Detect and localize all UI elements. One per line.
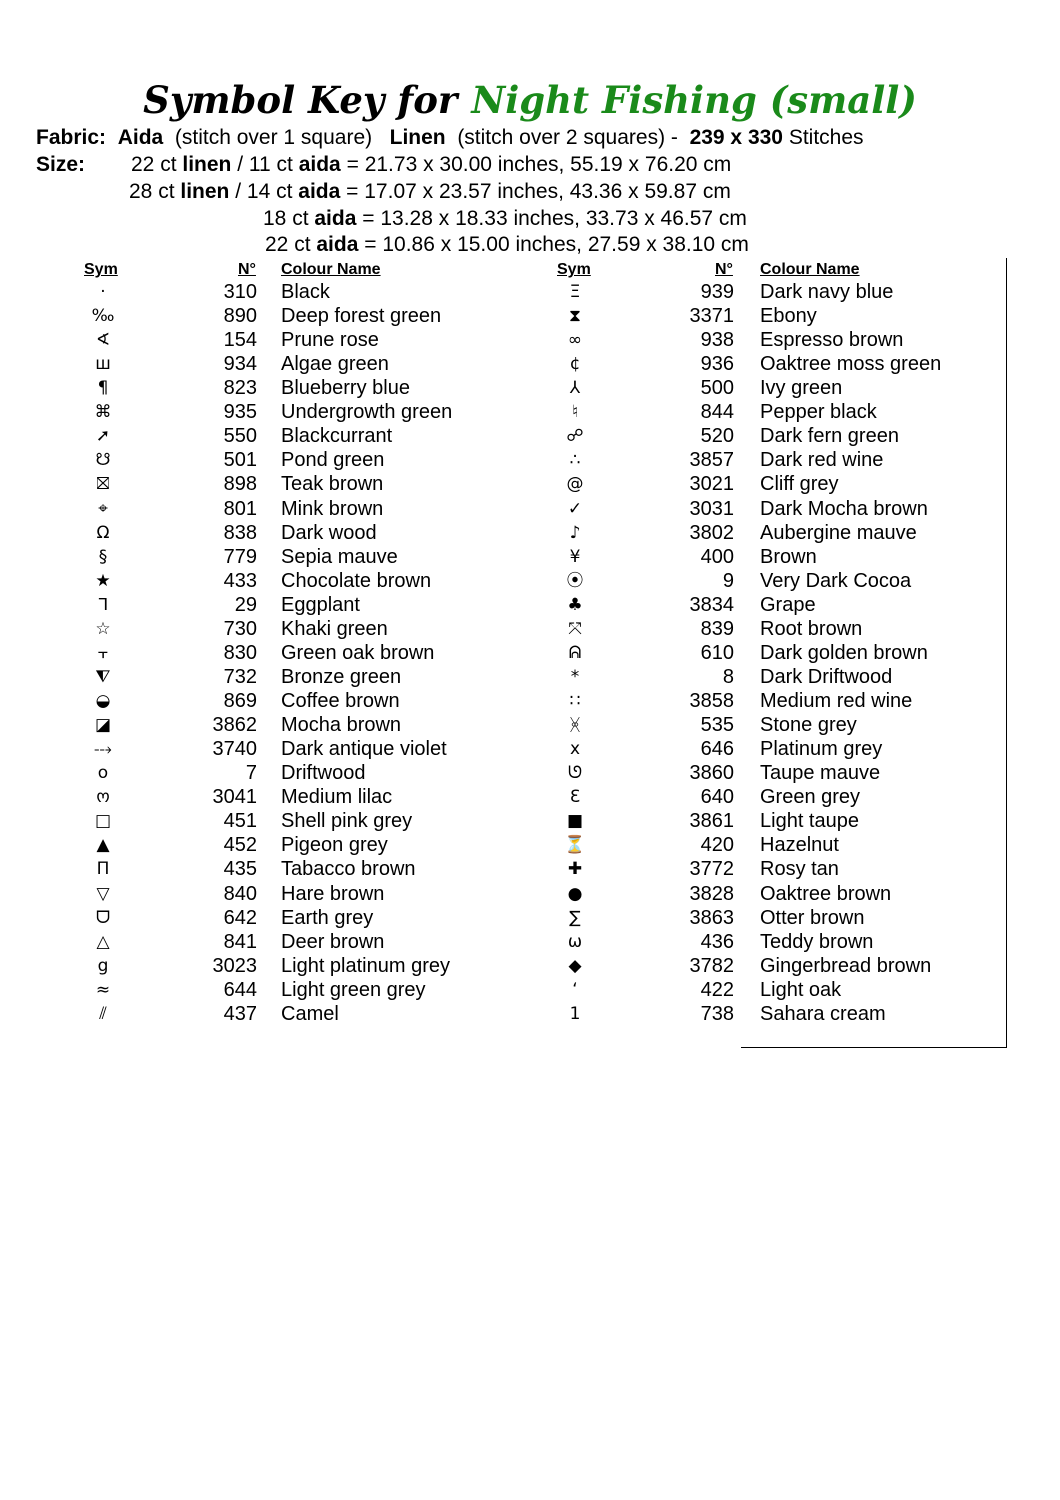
colour-row <box>0 689 1060 713</box>
colour-name: Hazelnut <box>760 834 839 857</box>
floss-number: 451 <box>223 810 257 833</box>
symbol-icon: ☍ <box>566 426 584 447</box>
symbol-icon: ★ <box>95 570 111 591</box>
colour-row <box>0 617 1060 641</box>
floss-number: 939 <box>700 281 734 303</box>
symbol-icon: g <box>97 955 109 976</box>
colour-row <box>0 280 1060 304</box>
floss-number: 3740 <box>212 738 257 761</box>
colour-row <box>0 545 1060 569</box>
colour-row <box>0 569 1060 593</box>
colour-name: Dark Driftwood <box>760 665 893 688</box>
symbol-icon: ⤧ <box>568 618 582 639</box>
colour-name: Aubergine mauve <box>760 521 917 544</box>
symbol-icon: ∷ <box>569 691 581 712</box>
floss-number: 646 <box>700 738 734 761</box>
symbol-icon: · <box>100 282 106 302</box>
right-header-sym: Sym <box>557 261 591 278</box>
colour-name: Deep forest green <box>281 305 442 328</box>
size-2-count: 28 ct <box>129 180 175 203</box>
symbol-icon: П <box>96 859 110 880</box>
size-3-count: 18 ct <box>263 207 309 230</box>
fabric-label: Fabric: <box>36 126 107 149</box>
floss-number: 823 <box>223 377 257 400</box>
colour-row <box>0 713 1060 737</box>
symbol-icon: ¢ <box>569 354 581 375</box>
floss-number: 779 <box>223 545 257 568</box>
colour-name: Espresso brown <box>760 329 904 352</box>
symbol-icon: ∢ <box>95 330 111 351</box>
size-4-aida: aida <box>316 233 359 256</box>
colour-name: Algae green <box>281 353 389 376</box>
colour-name: Undergrowth green <box>281 401 453 424</box>
colour-name: Light green grey <box>281 978 426 1001</box>
colour-row <box>0 665 1060 689</box>
floss-number: 935 <box>223 401 257 424</box>
floss-number: 3371 <box>689 305 734 328</box>
floss-number: 420 <box>700 834 734 857</box>
floss-number: 610 <box>700 641 734 664</box>
floss-number: 730 <box>223 617 257 640</box>
colour-name: Mocha brown <box>281 714 402 737</box>
symbol-icon: Ɛ <box>569 787 581 808</box>
symbol-icon: ∑ <box>569 907 581 928</box>
floss-number: 3862 <box>212 714 257 737</box>
right-header-num: N° <box>715 261 733 278</box>
floss-number: 7 <box>245 762 257 785</box>
colour-row <box>0 1002 1060 1026</box>
size-1-linen: linen <box>182 153 232 176</box>
left-header-name: Colour Name <box>281 261 381 278</box>
colour-row <box>0 424 1060 448</box>
symbol-icon: ⛝ <box>96 474 110 495</box>
colour-name: Earth grey <box>281 906 374 929</box>
size-1-aida: aida <box>298 153 341 176</box>
colour-name: Medium red wine <box>760 690 913 713</box>
colour-name: Coffee brown <box>281 690 400 713</box>
colour-name: Deer brown <box>281 930 385 953</box>
floss-number: 830 <box>223 641 257 664</box>
symbol-icon: ⦿ <box>566 570 584 591</box>
symbol-icon: o <box>97 763 109 784</box>
floss-number: 3828 <box>689 882 734 905</box>
colour-row <box>0 930 1060 954</box>
symbol-icon: ☋ <box>95 450 111 471</box>
floss-number: 801 <box>223 497 257 520</box>
colour-name: Mink brown <box>281 497 384 520</box>
colour-name: Eggplant <box>281 593 360 616</box>
colour-name: Rosy tan <box>760 858 839 881</box>
symbol-icon: ш <box>95 354 111 375</box>
colour-row <box>0 833 1060 857</box>
size-2-aida: aida <box>298 180 341 203</box>
symbol-icon: ☆ <box>95 618 111 639</box>
symbol-icon: ¥ <box>569 546 581 567</box>
colour-row <box>0 857 1060 881</box>
linen-label: Linen <box>389 126 446 149</box>
size-1-count2: / 11 ct <box>237 153 293 176</box>
floss-number: 890 <box>223 305 257 328</box>
floss-number: 936 <box>700 353 734 376</box>
floss-number: 3863 <box>689 906 734 929</box>
symbol-icon: @ <box>566 474 584 495</box>
floss-number: 642 <box>223 906 257 929</box>
symbol-icon: ⫟ <box>97 642 109 663</box>
left-header-sym: Sym <box>84 261 118 278</box>
colour-name: Very Dark Cocoa <box>760 569 912 592</box>
colour-name: Khaki green <box>281 617 388 640</box>
symbol-icon: ⌖ <box>98 498 108 519</box>
colour-row <box>0 448 1060 472</box>
fabric-line <box>36 125 864 151</box>
colour-name: Shell pink grey <box>281 810 413 833</box>
symbol-icon: ᚸ <box>569 715 581 736</box>
floss-number: 452 <box>223 834 257 857</box>
colour-name: Oaktree brown <box>760 882 892 905</box>
colour-name: Dark red wine <box>760 449 884 472</box>
symbol-icon: ʻ <box>572 979 578 1000</box>
size-line-1 <box>131 152 731 178</box>
floss-number: 436 <box>700 930 734 953</box>
size-4-count: 22 ct <box>265 233 311 256</box>
table-border-right <box>1006 258 1007 1048</box>
floss-number: 841 <box>223 930 257 953</box>
size-2-dims: = 17.07 x 23.57 inches, 43.36 x 59.87 cm <box>346 180 731 203</box>
symbol-icon: § <box>98 546 108 567</box>
aida-label: Aida <box>117 126 164 149</box>
symbol-icon: ¶ <box>97 378 109 399</box>
colour-row <box>0 400 1060 424</box>
floss-number: 400 <box>700 545 734 568</box>
colour-row <box>0 376 1060 400</box>
colour-name: Sahara cream <box>760 1002 886 1025</box>
colour-name: Pepper black <box>760 401 877 424</box>
size-2-linen: linen <box>180 180 230 203</box>
colour-name: Dark wood <box>281 521 377 544</box>
floss-number: 644 <box>223 978 257 1001</box>
symbol-icon: ‰ <box>91 306 115 327</box>
colour-name: Teak brown <box>281 473 384 496</box>
size-label-line <box>36 152 85 178</box>
size-1-dims: = 21.73 x 30.00 inches, 55.19 x 76.20 cm <box>346 153 732 176</box>
right-header-name: Colour Name <box>760 261 860 278</box>
floss-number: 3860 <box>689 762 734 785</box>
colour-name: Dark navy blue <box>760 281 894 303</box>
size-label: Size: <box>36 153 86 176</box>
floss-number: 640 <box>700 786 734 809</box>
symbol-icon: ◒ <box>95 691 111 712</box>
size-1-count: 22 ct <box>131 153 177 176</box>
floss-number: 3858 <box>689 690 734 713</box>
symbol-icon: ⧨ <box>95 666 111 687</box>
symbol-icon: ♪ <box>569 522 581 543</box>
size-4-dims: = 10.86 x 15.00 inches, 27.59 x 38.10 cm <box>364 233 749 256</box>
table-border-bottom <box>741 1047 1006 1048</box>
floss-number: 535 <box>700 714 734 737</box>
colour-name: Blueberry blue <box>281 377 410 400</box>
colour-name: Dark fern green <box>760 425 899 448</box>
floss-number: 3834 <box>689 593 734 616</box>
colour-name: Stone grey <box>760 714 857 737</box>
size-2-count2: / 14 ct <box>235 180 293 203</box>
symbol-icon: 1 <box>569 1003 581 1024</box>
colour-name: Hare brown <box>281 882 385 905</box>
colour-name: Gingerbread brown <box>760 954 932 977</box>
floss-number: 840 <box>223 882 257 905</box>
colour-name: Dark golden brown <box>760 641 928 664</box>
symbol-icon: ≈ <box>95 979 111 1000</box>
symbol-icon: ✚ <box>567 859 583 880</box>
floss-number: 435 <box>223 858 257 881</box>
colour-name: Driftwood <box>281 762 366 785</box>
symbol-icon: ᘎ <box>567 763 583 784</box>
floss-number: 732 <box>223 665 257 688</box>
colour-name: Black <box>281 281 330 303</box>
colour-name: Camel <box>281 1002 339 1025</box>
symbol-icon: △ <box>96 931 110 952</box>
symbol-icon: ● <box>567 883 583 904</box>
colour-row <box>0 641 1060 665</box>
colour-name: Sepia mauve <box>281 545 398 568</box>
symbol-icon: Ξ <box>569 282 581 302</box>
symbol-icon: ᒣ <box>97 594 109 615</box>
colour-name: Teddy brown <box>760 930 874 953</box>
symbol-icon: * <box>570 666 580 687</box>
colour-name: Root brown <box>760 617 863 640</box>
floss-number: 154 <box>223 329 257 352</box>
colour-name: Otter brown <box>760 906 865 929</box>
left-header-num: N° <box>238 261 256 278</box>
colour-name: Pond green <box>281 449 385 472</box>
floss-number: 422 <box>700 978 734 1001</box>
colour-name: Light oak <box>760 978 842 1001</box>
symbol-icon: ⤏ <box>94 739 112 760</box>
colour-name: Prune rose <box>281 329 379 352</box>
floss-number: 934 <box>223 353 257 376</box>
floss-number: 839 <box>700 617 734 640</box>
floss-number: 898 <box>223 473 257 496</box>
symbol-icon: ⏳ <box>564 835 586 856</box>
floss-number: 8 <box>722 665 734 688</box>
symbol-icon: ♣ <box>567 594 583 615</box>
colour-name: Light platinum grey <box>281 954 450 977</box>
colour-row <box>0 497 1060 521</box>
pattern-name: Night Fishing (small) <box>471 78 917 122</box>
colour-row <box>0 954 1060 978</box>
size-line-2 <box>129 179 731 205</box>
colour-name: Bronze green <box>281 665 402 688</box>
floss-number: 437 <box>223 1002 257 1025</box>
floss-number: 3782 <box>689 954 734 977</box>
floss-number: 3772 <box>689 858 734 881</box>
floss-number: 869 <box>223 690 257 713</box>
symbol-icon: ◪ <box>94 715 112 736</box>
symbol-icon: ᗜ <box>95 907 111 928</box>
colour-name: Green oak brown <box>281 641 435 664</box>
symbol-icon: ◆ <box>568 955 582 976</box>
aida-note: (stitch over 1 square) <box>174 126 373 149</box>
title-prefix: Symbol Key for <box>143 78 458 122</box>
floss-number: 738 <box>700 1002 734 1025</box>
colour-name: Cliff grey <box>760 473 839 496</box>
colour-name: Taupe mauve <box>760 762 881 785</box>
colour-name: Dark Mocha brown <box>760 497 928 520</box>
colour-row <box>0 906 1060 930</box>
symbol-icon: ∴ <box>569 450 581 471</box>
colour-name: Green grey <box>760 786 861 809</box>
colour-name: Dark antique violet <box>281 738 447 761</box>
colour-row <box>0 352 1060 376</box>
colour-row <box>0 328 1060 352</box>
colour-row <box>0 761 1060 785</box>
colour-row <box>0 737 1060 761</box>
symbol-icon: x <box>569 739 581 760</box>
floss-number: 3802 <box>689 521 734 544</box>
colour-row <box>0 304 1060 328</box>
symbol-icon: ⫽ <box>99 1003 107 1024</box>
colour-row <box>0 593 1060 617</box>
colour-name: Ebony <box>760 305 817 328</box>
floss-number: 550 <box>223 425 257 448</box>
symbol-icon: ➚ <box>95 426 111 447</box>
colour-name: Light taupe <box>760 810 859 833</box>
symbol-icon: ■ <box>566 811 584 832</box>
symbol-icon: □ <box>94 811 112 832</box>
stitch-count: 239 x 330 <box>689 126 783 149</box>
colour-row <box>0 785 1060 809</box>
colour-row <box>0 978 1060 1002</box>
symbol-icon: ⅄ <box>569 378 581 399</box>
symbol-icon: ⌘ <box>94 402 112 423</box>
page-title <box>0 78 1060 122</box>
floss-number: 3041 <box>212 786 257 809</box>
floss-number: 9 <box>722 569 734 592</box>
colour-name: Platinum grey <box>760 738 883 761</box>
colour-row <box>0 809 1060 833</box>
floss-number: 520 <box>700 425 734 448</box>
floss-number: 3031 <box>689 497 734 520</box>
floss-number: 3857 <box>689 449 734 472</box>
size-3-aida: aida <box>314 207 357 230</box>
symbol-icon: ᕱ <box>568 642 582 663</box>
floss-number: 844 <box>700 401 734 424</box>
floss-number: 310 <box>223 281 257 303</box>
colour-name: Ivy green <box>760 377 843 400</box>
symbol-icon: ✓ <box>567 498 583 519</box>
colour-row <box>0 882 1060 906</box>
floss-number: 433 <box>223 569 257 592</box>
colour-name: Pigeon grey <box>281 834 388 857</box>
colour-name: Tabacco brown <box>281 858 416 881</box>
symbol-icon: ⧗ <box>569 306 581 327</box>
colour-name: Chocolate brown <box>281 569 432 592</box>
size-line-4 <box>265 232 749 258</box>
floss-number: 838 <box>223 521 257 544</box>
symbol-icon: ო <box>96 787 110 808</box>
floss-number: 3023 <box>212 954 257 977</box>
colour-name: Grape <box>760 593 816 616</box>
floss-number: 938 <box>700 329 734 352</box>
symbol-icon: ▲ <box>96 835 110 856</box>
floss-number: 3861 <box>689 810 734 833</box>
size-line-3 <box>263 206 747 232</box>
floss-number: 500 <box>700 377 734 400</box>
colour-row <box>0 521 1060 545</box>
colour-name: Oaktree moss green <box>760 353 942 376</box>
size-3-dims: = 13.28 x 18.33 inches, 33.73 x 46.57 cm <box>362 207 747 230</box>
symbol-icon: ▽ <box>96 883 110 904</box>
floss-number: 3021 <box>689 473 734 496</box>
colour-name: Blackcurrant <box>281 425 393 448</box>
symbol-icon: Ω <box>96 522 110 543</box>
colour-name: Brown <box>760 545 817 568</box>
floss-number: 29 <box>234 593 257 616</box>
symbol-icon: ♮ <box>571 402 579 423</box>
symbol-icon: ω <box>567 931 583 952</box>
colour-row <box>0 472 1060 496</box>
symbol-icon: ∞ <box>567 330 583 351</box>
linen-note: (stitch over 2 squares) - <box>457 126 678 149</box>
colour-name: Medium lilac <box>281 786 393 809</box>
stitch-word: Stitches <box>788 126 864 149</box>
floss-number: 501 <box>223 449 257 472</box>
